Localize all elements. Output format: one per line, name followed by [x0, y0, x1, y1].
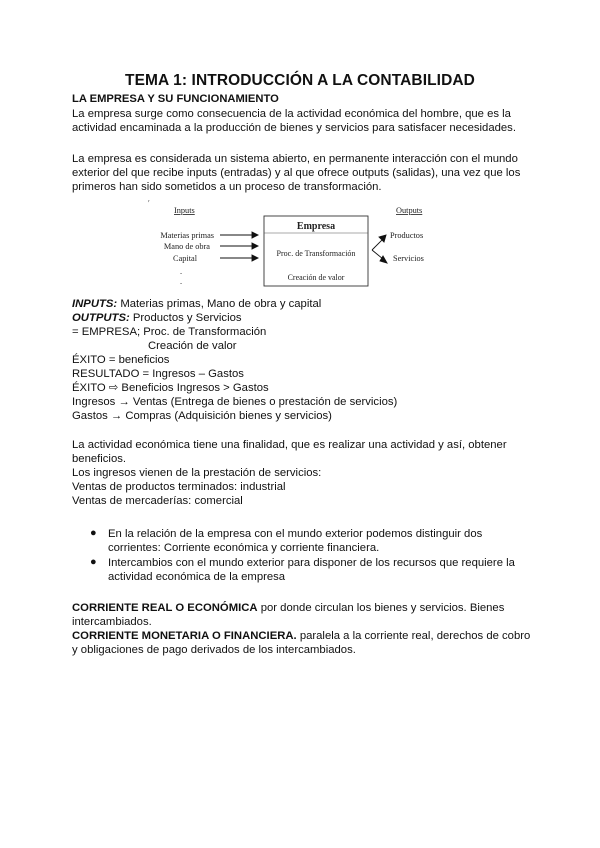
bullet-marker: ●	[90, 556, 97, 568]
diagram-input-arrows	[220, 232, 258, 261]
diagram-input-materias: Materias primas	[160, 231, 214, 240]
activity-line-5: Ventas de mercaderías: comercial	[72, 495, 243, 507]
diagram-output-arrows	[372, 235, 387, 263]
page-title: TEMA 1: INTRODUCCIÓN A LA CONTABILIDAD	[125, 72, 475, 89]
diagram-ellipsis: .	[180, 267, 183, 276]
activity-line-1: La actividad económica tiene una finalidad, que es realizar una actividad y así, obtener	[72, 439, 507, 451]
bullet-1-line-2: corrientes: Corriente económica y corriente financiera.	[108, 542, 380, 554]
intro-line-2: actividad encaminada a la producción de bienes y servicios para satisfacer necesidades.	[72, 122, 516, 134]
bullet-1-line-1: En la relación de la empresa con el mundo exterior podemos distinguir dos	[108, 528, 483, 540]
def-inputs-label: INPUTS:	[72, 298, 118, 310]
diagram-inputs-header: Inputs	[174, 206, 195, 215]
current-real-label: CORRIENTE REAL O ECONÓMICA	[72, 602, 258, 614]
def-empresa: = EMPRESA; Proc. de Transformación	[72, 326, 267, 338]
diagram-box-value: Creación de valor	[287, 273, 345, 282]
intro-line-1: La empresa surge como consecuencia de la actividad económica del hombre, que es la	[72, 108, 511, 120]
current-real-text: por donde circulan los bienes y servicios. Bienes	[257, 602, 505, 614]
def-exito: ÉXITO = beneficios	[72, 354, 170, 366]
diagram-output-productos: Productos	[390, 231, 424, 240]
def-outputs-label: OUTPUTS:	[72, 312, 130, 324]
def-resultado: RESULTADO = Ingresos – Gastos	[72, 368, 244, 380]
current-monetary-2: y obligaciones de pago derivados de los intercambiados.	[72, 644, 356, 656]
svg-text:.: .	[180, 277, 183, 286]
activity-line-3: Los ingresos vienen de la prestación de servicios:	[72, 467, 322, 479]
current-real	[72, 601, 504, 615]
def-inputs	[72, 297, 321, 311]
section-heading: LA EMPRESA Y SU FUNCIONAMIENTO	[72, 93, 279, 105]
diagram-box-title: Empresa	[296, 221, 336, 232]
diagram-output-servicios: Servicios	[393, 254, 424, 263]
def-empresa-2: Creación de valor	[148, 340, 237, 352]
diagram-input-capital: Capital	[173, 254, 197, 263]
def-inputs-text: Materias primas, Mano de obra y capital	[117, 298, 322, 310]
def-outputs-text: Productos y Servicios	[129, 312, 242, 324]
activity-line-4: Ventas de productos terminados: industrial	[72, 481, 286, 493]
current-monetary	[72, 629, 530, 643]
def-outputs	[72, 311, 242, 325]
diagram-input-mano-obra: Mano de obra	[163, 242, 210, 251]
empresa-system-diagram	[150, 200, 440, 294]
system-paragraph-line-2: exterior del que recibe inputs (entradas) y al que ofrece outputs (salidas), una vez que los	[72, 167, 521, 179]
def-exito-2: ÉXITO ⇨ Beneficios Ingresos > Gastos	[72, 382, 269, 394]
scan-mark: ′	[148, 199, 150, 208]
system-paragraph-line-3: primeros han sido sometidos a un proceso de transformación.	[72, 181, 382, 193]
activity-line-2: beneficios.	[72, 453, 127, 465]
current-real-2: intercambiados.	[72, 616, 152, 628]
def-gastos: Gastos → Compras (Adquisición bienes y servicios)	[72, 410, 332, 422]
current-monetary-text: paralela a la corriente real, derechos de cobro	[296, 630, 531, 642]
def-ingresos: Ingresos → Ventas (Entrega de bienes o prestación de servicios)	[72, 396, 398, 408]
bullet-2-line-2: actividad económica de la empresa	[108, 571, 286, 583]
bullet-2-line-1: Intercambios con el mundo exterior para disponer de los recursos que requiere la	[108, 557, 515, 569]
diagram-box-process: Proc. de Transformación	[276, 249, 356, 258]
bullet-marker: ●	[90, 527, 97, 539]
current-monetary-label: CORRIENTE MONETARIA O FINANCIERA.	[72, 630, 297, 642]
system-paragraph-line-1: La empresa es considerada un sistema abierto, en permanente interacción con el mundo	[72, 153, 518, 165]
diagram-outputs-header: Outputs	[396, 206, 423, 215]
